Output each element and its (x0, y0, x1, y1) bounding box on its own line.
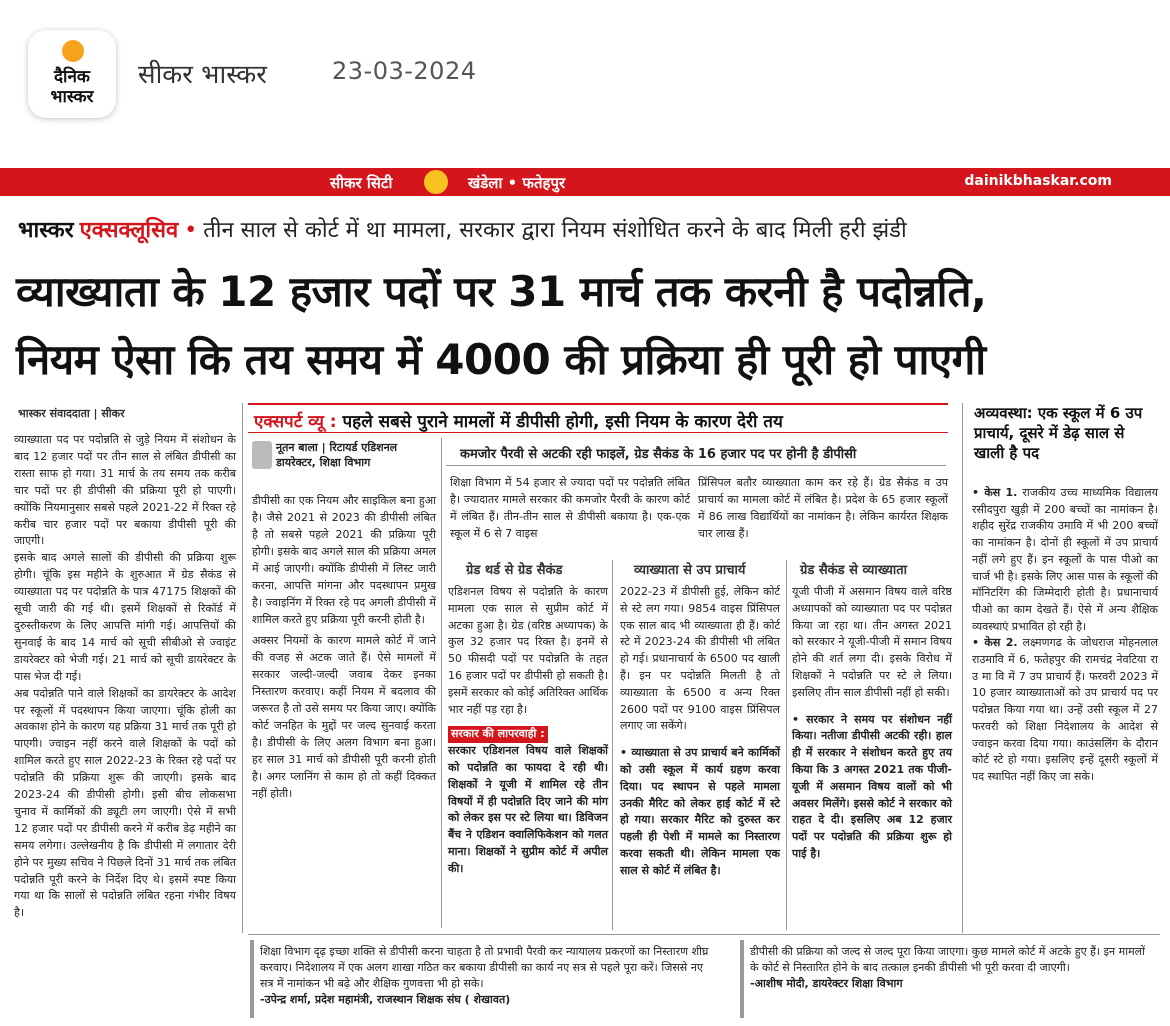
quote-1-author: -उपेन्द्र शर्मा, प्रदेश महामंत्री, राजस्थान शिक्षक संघ ( शेखावत) (260, 993, 511, 1006)
column-divider (612, 560, 613, 930)
expert-role1: रिटायर्ड एडिशनल (329, 441, 398, 454)
c3a-column (448, 584, 608, 914)
c3a-heading: ग्रेड थर्ड से ग्रेड सैकंड (466, 563, 563, 578)
kicker (18, 214, 1158, 250)
headline-line2: नियम ऐसा कि तय समय में 4000 की प्रक्रिया ही पूरी हो पाएगी (16, 335, 986, 384)
c3b-column (620, 584, 780, 914)
c3b-body: 2022-23 में डीपीसी हुई, लेकिन कोर्ट से स्टे लग गया। 9854 वाइस प्रिंसिपल एक साल बाद भी व्याख्याता ही हैं। कोर्ट स्टे में 2023-24 की डीपीसी भी लंबित हो गई। प्रधानाचार्य के 6500 पद खाली हैं। इन पर पदोन्नति मिलती है तो व्याख्याता के 6500 व अन्य रिक्त 2600 पदों पर 9100 वाइस प्रिंसिपल लगाए जा सकेंगे। (620, 585, 780, 733)
section-band (0, 168, 1170, 196)
c3b-heading: व्याख्याता से उप प्राचार्य (634, 563, 746, 578)
byline: भास्कर संवाददाता | सीकर (18, 407, 125, 420)
headline-line1: व्याख्याता के 12 हजार पदों पर 31 मार्च तक करनी है पदोन्नति, (16, 267, 987, 316)
kicker-brand: भास्कर (18, 218, 74, 243)
quote-1-text: शिक्षा विभाग दृढ़ इच्छा शक्ति से डीपीसी करना चाहता है तो प्रभावी पैरवी कर न्यायालय प्रकरणों का निस्तारण शीघ्र करवाए। निदेशालय में एक अलग शाखा गठित कर बकाया डीपीसी का कार्य नए सत्र से पहले पूरा करें। जिससे नए सत्र में नामांकन भी बढ़े और शैक्षिक गुणवत्ता भी हो सके। (260, 945, 709, 990)
quote-1 (250, 940, 720, 1018)
band-website: dainikbhaskar.com (964, 173, 1112, 189)
left-column (14, 432, 236, 920)
c3a-label: सरकार की लापरवाही : (448, 726, 548, 743)
quote-2-author: -आशीष मोदी, डायरेक्टर शिक्षा विभाग (750, 977, 903, 990)
expert-name: नूतन बाला (276, 441, 318, 454)
dainik-bhaskar-logo[interactable] (28, 30, 116, 118)
quote-divider (248, 934, 1160, 935)
mid-text-2: प्रिंसिपल बतौर व्याख्याता काम कर रहे हैं। ग्रेड सैकंड व उप प्राचार्य का मामला कोर्ट में लंबित है। प्रदेश के 65 हजार स्कूलों में 86 लाख विद्यार्थियों का नामांकन है। लेकिन कार्यरत शिक्षक चार लाख हैं। (698, 476, 948, 540)
quote-2-text: डीपीसी की प्रक्रिया को जल्द से जल्द पूरा किया जाएगा। कुछ मामले कोर्ट में अटके हुए हैं। इन मामलों के कोर्ट से निस्तारित होने के बाद तत्काल इनकी डीपीसी भी पूरी करवा दी जाएगी। (750, 945, 1145, 974)
c3b-bold: • व्याख्याता से उप प्राचार्य बने कार्मिकों को उसी स्कूल में कार्य ग्रहण करवा दिया। पद स्थापन से पहले मामला उनकी मैरिट को लेकर हाई कोर्ट में स्टे हो गया। सरकार मैरिट को दुरुस्त कर पहली ही पेशी में मामले का निस्तारण करवा सकती थी। लेकिन मामला एक साल से कोर्ट में लंबित है। (620, 746, 780, 877)
mid-text-1: शिक्षा विभाग में 54 हजार से ज्यादा पदों पर पदोन्नति लंबित है। ज्यादातर मामले सरकार की कमजोर पैरवी के कारण कोर्ट में लंबित हैं। तीन-तीन साल से डीपीसी बकाया है। एक-एक स्कूल में 6 से 7 वाइस (450, 476, 690, 540)
left-paragraph-1: व्याख्याता पद पर पदोन्नति से जुड़े नियम में संशोधन के बाद 12 हजार पदों पर तीन साल से लंबित डीपीसी का रास्ता साफ हो गया। 31 मार्च के तय समय तक करीब चार पदों पर ही डीपीसी की प्रक्रिया पूरी हो पाएगी। क्योंकि नियमानुसार सबसे पहले 2021-22 में रिक्त रहे करीब चार हजार पदों पर बकाया डीपीसी पूरी की जाएगी। (14, 433, 236, 548)
edition-date: 23-03-2024 (332, 57, 477, 85)
c3c-column (792, 584, 952, 914)
expert-credit: नूतन बाला | रिटायर्ड एडिशनल डायरेक्टर, शिक्षा विभाग (276, 441, 398, 469)
expert-view-title: पहले सबसे पुराने मामलों में डीपीसी होगी, इसी नियम के कारण देरी तय (342, 412, 783, 432)
case-1-text: राजकीय उच्च माध्यमिक विद्यालय रसीदपुरा खुड़ी में 200 बच्चों का नामांकन है। शहीद सुरेंद्र राजकीय उमावि में भी 200 बच्चों का नामांकन है। दोनों ही स्कूलों में उप प्राचार्य नहीं लगे हुए हैं। इन स्कूलों के पास पीओ का चार्ज भी है। इसके लिए आस पास के स्कूलों की मॉनिटरिंग की जिम्मेदारी होती है। प्रधानाचार्य पीओ का काम देखते हैं। ऐसे में अन्य शैक्षिक व्यवस्थाएं प्रभावित हो रही है। (972, 486, 1158, 633)
expert-view-tag: एक्सपर्ट व्यू : (254, 412, 337, 432)
expert-body (252, 492, 436, 922)
case-2 (972, 635, 1158, 785)
sun-icon (62, 40, 84, 62)
case-1 (972, 485, 1158, 635)
right-heading: अव्यवस्था: एक स्कूल में 6 उप प्राचार्य, दूसरे में डेढ़ साल से खाली है पद (974, 404, 1143, 462)
kicker-text: तीन साल से कोर्ट में था मामला, सरकार द्वारा नियम संशोधित करने के बाद मिली हरी झंडी (203, 218, 907, 243)
mid-paragraph-2 (698, 474, 948, 554)
logo-line1: दैनिक (54, 67, 90, 87)
c3c-bold: • सरकार ने समय पर संशोधन नहीं किया। नतीजा डीपीसी अटकी रही। हाल ही में सरकार ने संशोधन करते हुए तय किया कि 3 अगस्त 2021 तक पीजी-यूजी में असमान विषय वालों को भी अवसर मिलेंगे। इससे कोर्ट ने सरकार को राहत दे दी। इसलिए अब 12 हजार पदों पर पदोन्नति की प्रक्रिया शुरू हो पाई है। (792, 712, 952, 860)
expert-avatar (252, 441, 272, 469)
expert-view-banner (248, 403, 948, 433)
c3c-heading: ग्रेड सैकंड से व्याख्याता (800, 563, 908, 578)
column-divider (441, 438, 442, 928)
expert-paragraph-1: डीपीसी का एक नियम और साइकिल बना हुआ है। जैसे 2021 से 2023 की डीपीसी लंबित है तो सबसे पहले 2021 की प्रक्रिया पूरी होगी। इसके बाद अगले साल की प्रक्रिया अमल में आई जाएगी। क्योंकि डीपीसी में लिस्ट जारी करना, आपत्ति मांगना और पदस्थापन प्रमुख है। ज्वाइनिंग में रिक्त रहे पद अगली डीपीसी में शामिल करते हुए प्रक्रिया पूरी करनी होती है। (252, 494, 436, 626)
kicker-exclusive: एक्सक्लूसिव (79, 218, 179, 243)
c3c-body: यूजी पीजी में असमान विषय वाले वरिष्ठ अध्यापकों को व्याख्याता पद पर पदोन्नत किया जा रहा था। तीन अगस्त 2021 को सरकार ने यूजी-पीजी में समान विषय होने की शर्त लगा दी। इसके विरोध में शिक्षकों ने पदोन्नति पर स्टे ले लिया। इसलिए तीन साल डीपीसी नहीं हो सकी। (792, 585, 952, 699)
expert-paragraph-2: अक्सर नियमों के कारण मामले कोर्ट में जाने की वजह से अटक जाते हैं। ऐसे मामलों में सरकार जल्दी-जल्दी जवाब देकर इनका निस्तारण करवाए। कहीं नियम में बदलाव की जरूरत है तो उसे समय पर किया जाए। क्योंकि कोर्ट जनहित के मुद्दों पर जल्द सुनवाई करता है। डीपीसी के लिए अलग विभाग बना हुआ। हर साल 31 मार्च को डीपीसी पूरी करनी होती है। अगर प्लानिंग से काम हो तो कहीं दिक्कत नहीं होती। (252, 634, 436, 800)
band-city: सीकर सिटी (330, 174, 393, 192)
band-towns: खंडेला • फतेहपुर (468, 174, 566, 192)
sub-banner: कमजोर पैरवी से अटकी रही फाइलें, ग्रेड सैकंड के 16 हजार पद पर होनी है डीपीसी (446, 444, 946, 466)
left-paragraph-3: अब पदोन्नति पाने वाले शिक्षकों का डायरेक्टर के आदेश पर स्कूलों में पदस्थापन किया जाएगा। चूंकि होली का अवकाश होने के कारण यह प्रक्रिया 31 मार्च तक पूरी हो पाएगी। ज्वाइन नहीं करने वाले शिक्षकों के पदों को शामिल करते हुए साल 2022-23 के रिक्त रहे पदों पर पदोन्नति की प्रक्रिया शुरू की जाएगी। इसके बाद 2023-24 की डीपीसी होगी। इसी बीच लोकसभा चुनाव में कार्मिकों की ड्यूटी लग जाएगी। ऐसे में सभी 12 हजार पदों पर डीपीसी करने में करीब डेढ़ महीने का समय लगेगा। उल्लेखनीय है कि डीपीसी में लगातार देरी होने पर मुख्य सचिव ने पिछले दिनों 31 मार्च तक लंबित पदोन्नति पूरी करने के निर्देश दिए थे। इसमें स्पष्ट किया गया था कि सालों से पदोन्नति लंबित रहना गंभीर विषय है। (14, 686, 236, 920)
column-divider (962, 403, 963, 933)
expert-role2: डायरेक्टर, शिक्षा विभाग (276, 456, 371, 469)
case-2-text: लक्ष्मणगढ के जोधराज मोहनलाल राउमावि में 6, फतेहपुर की रामचंद्र नेवटिया रा उ मा वि में 7 उप प्राचार्य हैं। फरवरी 2023 में 10 हजार व्याख्याताओं को उप प्राचार्य पद पर पदोन्नत किया गया था। उन्हें उसी स्कूल में 27 फरवरी को शिक्षा निदेशालय के आदेश से ज्वाइन करवा दिया गया। काउंसलिंग के दौरान कोर्ट स्टे हो गया। इसलिए इन्हें दूसरी स्कूलों में पद स्थापित नहीं किए जा सके। (972, 636, 1158, 783)
c3a-body: एडिशनल विषय से पदोन्नति के कारण मामला एक साल से सुप्रीम कोर्ट में अटका हुआ है। ग्रेड (वरिष्ठ अध्यापक) के कुल 32 हजार पद रिक्त है। इनमें से 50 फीसदी पदों पर पदोन्नति के तहत 16 हजार पदों पर डीपीसी हो सकती है। इसमें सरकार को कोई अतिरिक्त आर्थिक भार नहीं पड़ रहा है। (448, 585, 608, 716)
kicker-dot: • (184, 218, 198, 243)
quote-2 (740, 940, 1160, 1018)
case-1-label: • केस 1. (972, 486, 1018, 499)
app-header (0, 0, 1170, 160)
left-paragraph-2: इसके बाद अगले सालों की डीपीसी की प्रक्रिया शुरू होगी। चूंकि इस महीने के शुरुआत में ग्रेड सैकंड से व्याख्याता पद पर पदोन्नति के पात्र 47175 शिक्षकों की सूची जारी की गई थी। इसमें शिक्षकों से रिकॉर्ड में दुरुस्तीकरण के लिए आपत्ति मांगी गई। आपत्तियों की सुनवाई के बाद 14 मार्च को सूची सीबीओ से ज्वाइंट डायरेक्टर को भेजी गई। 21 मार्च को सूची डायरेक्टर के पास भेज दी गई। (14, 551, 236, 683)
band-sun-icon (424, 170, 448, 194)
column-divider (786, 560, 787, 930)
logo-line2: भास्कर (50, 87, 94, 107)
mid-paragraph-1 (450, 474, 690, 554)
c3a-bold: सरकार एडिशनल विषय वाले शिक्षकों को पदोन्नति का फायदा दे रही थी। शिक्षकों ने यूजी में शामिल रहे तीन विषयों में ही पदोन्नति दिए जाने की मांग को लेकर इस पर स्टे लिया था। डिविजन बैंच ने एडिशन क्वालिफिकेशन को गलत माना। शिक्षकों ने सुप्रीम कोर्ट में अपील की। (448, 744, 608, 875)
right-column (972, 485, 1158, 935)
column-divider (242, 403, 243, 933)
edition-title: सीकर भास्कर (138, 60, 267, 90)
case-2-label: • केस 2. (972, 636, 1018, 650)
